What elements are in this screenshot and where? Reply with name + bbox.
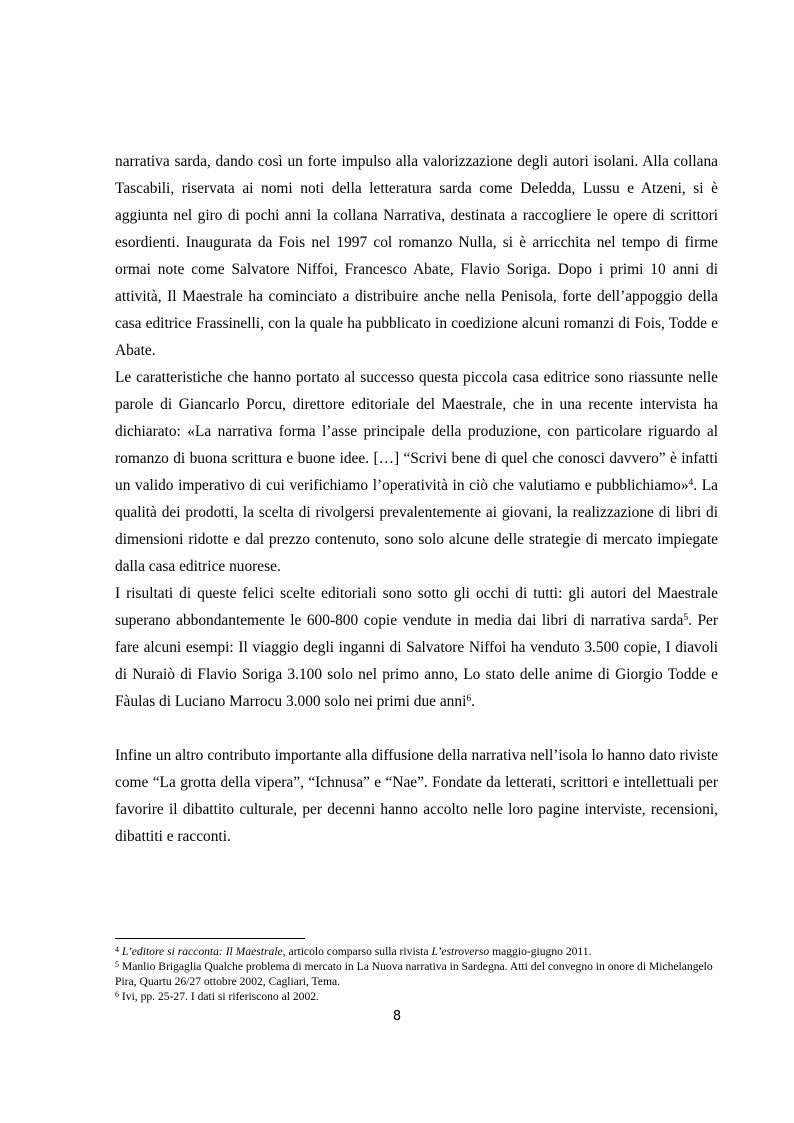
paragraph-3-text-a: I risultati di queste felici scelte editoriali sono sotto gli occhi di tutti: gli autori del Maestrale superano abbondantemente le 600-800 copie vendute in media dai libri di narrativa sarda (115, 585, 718, 629)
footnote-text: Ivi, pp. 25-27. I dati si riferiscono al 2002. (121, 990, 319, 1003)
footnote-ref-6: 6 (466, 694, 472, 704)
footnote-title: L’editore si racconta: Il Maestrale (121, 945, 283, 958)
footnote-ref-5: 5 (683, 613, 689, 623)
footnote-text: , articolo comparso sulla rivista (282, 945, 432, 958)
paragraph-2-text-b: . La qualità dei prodotti, la scelta di rivolgersi prevalentemente ai giovani, la realizzazione di libri di dimensioni ridotte e dal prezzo contenuto, sono solo alcune delle strategie di mercato impiegate dalla casa editrice nuorese. (115, 477, 718, 575)
footnote-number: 4 (115, 945, 119, 954)
footnote-text: maggio-giugno 2011. (489, 945, 592, 958)
paragraph-3 (115, 580, 718, 715)
footnote-number: 5 (115, 960, 119, 969)
paragraph-2 (115, 364, 718, 580)
paragraph-4: Infine un altro contributo importante alla diffusione della narrativa nell’isola lo hanno dato riviste come “La grotta della vipera”, “Ichnusa” e “Nae”. Fondate da letterati, scrittori e intellettuali per favorire il dibattito culturale, per decenni hanno accolto nelle loro pagine interviste, recensioni, dibattiti e racconti. (115, 747, 718, 845)
body-text (115, 148, 718, 850)
paragraph-2-text-a: Le caratteristiche che hanno portato al successo questa piccola casa editrice sono riassunte nelle parole di Giancarlo Porcu, direttore editoriale del Maestrale, che in una recente intervista ha dichiarato: «La narrativa forma l’asse principale della produzione, con particolare riguardo al romanzo di buona scrittura e buone idee. […] “Scrivi bene di quel che conosci davvero” è infatti un valido imperativo di cui verifichiamo l’operatività in ciò che valutiamo e pubblichiamo» (115, 369, 718, 494)
page-number: 8 (392, 1009, 402, 1024)
footnotes (115, 944, 718, 1004)
footnote-number: 6 (115, 990, 119, 999)
footnote-4 (115, 944, 718, 959)
footnote-5 (115, 959, 718, 989)
footnote-6 (115, 989, 718, 1004)
footnote-journal: L’estroverso (431, 945, 490, 958)
footnote-divider (115, 938, 305, 939)
paragraph-3-text-c: . (471, 693, 475, 710)
footnote-ref-4: 4 (688, 478, 694, 488)
paragraph-1: narrativa sarda, dando così un forte impulso alla valorizzazione degli autori isolani. Alla collana Tascabili, riservata ai nomi noti della letteratura sarda come Deledda, Lussu e Atzeni, si è aggiunta nel giro di pochi anni la collana Narrativa, destinata a raccogliere le opere di scrittori esordienti. Inaugurata da Fois nel 1997 col romanzo Nulla, si è arricchita nel tempo di firme ormai note come Salvatore Niffoi, Francesco Abate, Flavio Soriga. Dopo i primi 10 anni di attività, Il Maestrale ha cominciato a distribuire anche nella Penisola, forte dell’appoggio della casa editrice Frassinelli, con la quale ha pubblicato in coedizione alcuni romanzi di Fois, Todde e Abate. (115, 153, 718, 359)
paragraph-3-text-b: . Per fare alcuni esempi: Il viaggio degli inganni di Salvatore Niffoi ha venduto 3.500 copie, I diavoli di Nuraiò di Flavio Soriga 3.100 solo nel primo anno, Lo stato delle anime di Giorgio Todde e Fàulas di Luciano Marrocu 3.000 solo nei primi due anni (115, 612, 718, 710)
footnote-text: Manlio Brigaglia Qualche problema di mercato in La Nuova narrativa in Sardegna. Atti del convegno in onore di Michelangelo Pira, Quartu 26/27 ottobre 2002, Cagliari, Tema. (115, 960, 713, 988)
